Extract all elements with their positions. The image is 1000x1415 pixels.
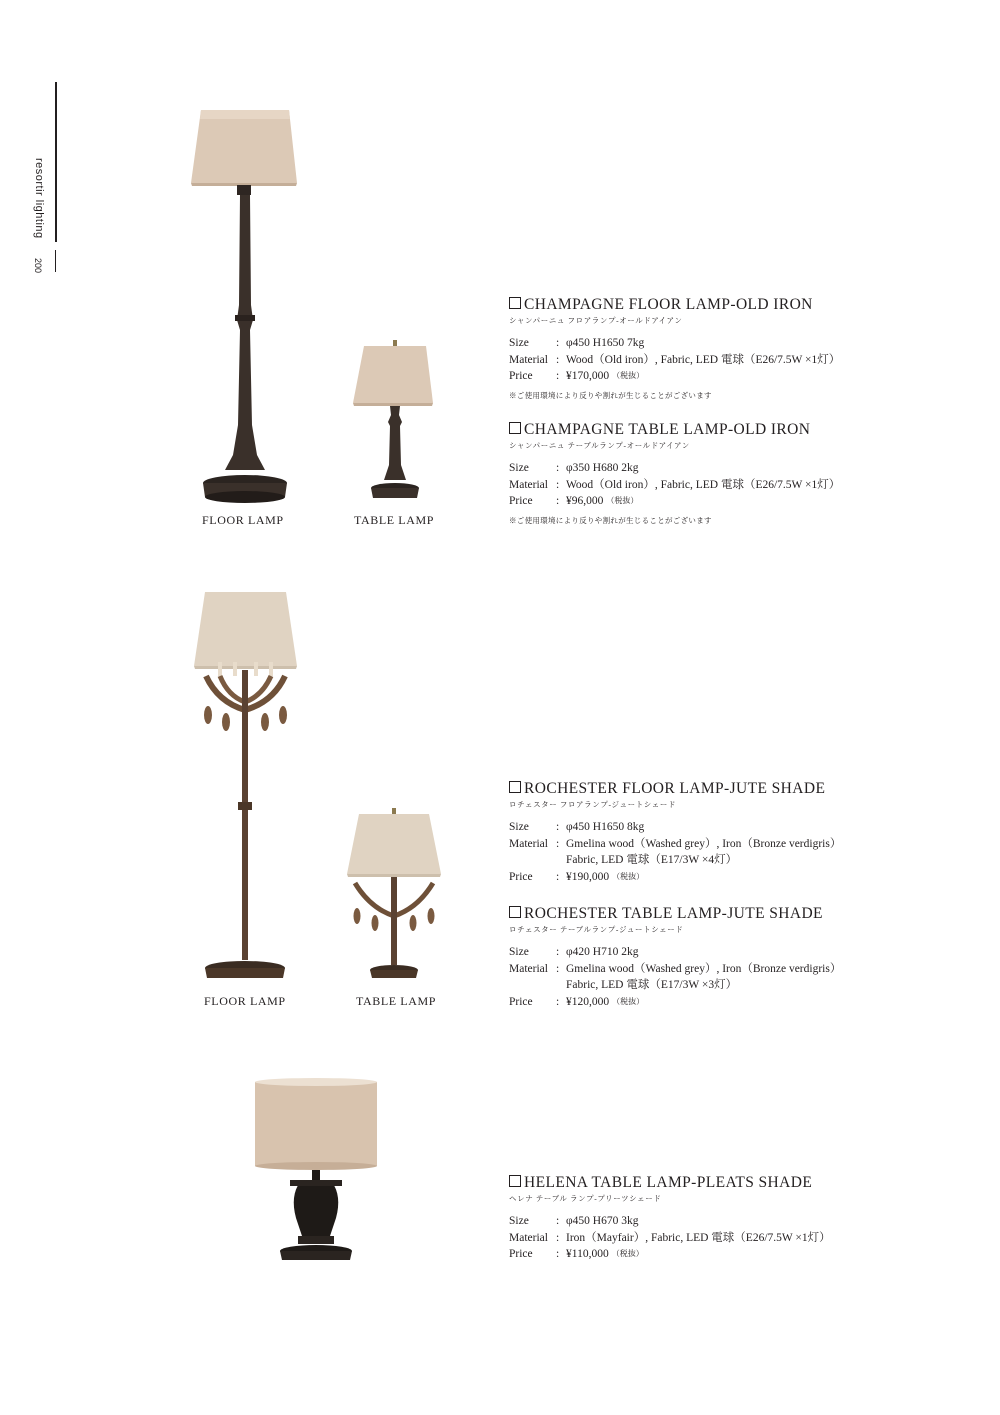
material-value: Wood（Old iron）, Fabric, LED 電球（E26/7.5W ×1灯） — [566, 353, 841, 366]
helena-table-lamp-image — [250, 1078, 382, 1266]
checkbox-square-icon — [509, 906, 521, 918]
product-kana: ロチェスター フロアランプ-ジュートシェード — [509, 800, 677, 809]
price-value: ¥120,000 — [566, 995, 610, 1008]
product-kana: ロチェスター テーブルランプ-ジュートシェード — [509, 925, 684, 934]
product-title: HELENA TABLE LAMP-PLEATS SHADE — [509, 1173, 979, 1193]
size-value: φ450 H670 3kg — [566, 1215, 639, 1227]
material-value: Iron（Mayfair）, Fabric, LED 電球（E26/7.5W ×1灯） — [566, 1231, 831, 1244]
product-specs: Size : φ450 H1650 8kg Material : Gmelina wood（Washed grey）, Iron（Bronze verdigris） Fabric, LED 電球（E17/3W ×4灯） Price : ¥190,000 （税抜） — [509, 819, 979, 885]
checkbox-square-icon — [509, 781, 521, 793]
product-helena-table — [509, 1173, 979, 1263]
rochester-floor-lamp-image — [188, 590, 303, 985]
checkbox-square-icon — [509, 1175, 521, 1187]
material-value: Gmelina wood（Washed grey）, Iron（Bronze verdigris） — [566, 837, 842, 850]
product-note: ※ご使用環境により反りや割れが生じることがございます — [509, 515, 712, 525]
product-specs: Size : φ420 H710 2kg Material : Gmelina wood（Washed grey）, Iron（Bronze verdigris） Fabric, LED 電球（E17/3W ×3灯） Price : ¥120,000 （税抜） — [509, 944, 979, 1010]
product-champagne-table — [509, 420, 979, 526]
size-value: φ420 H710 2kg — [566, 946, 639, 958]
product-specs: Size : φ350 H680 2kg Material : Wood（Old iron）, Fabric, LED 電球（E26/7.5W ×1灯） Price : ¥96,000 （税抜） — [509, 460, 979, 510]
price-value: ¥190,000 — [566, 870, 610, 883]
page-number: 200 — [33, 258, 43, 274]
product-note: ※ご使用環境により反りや割れが生じることがございます — [509, 390, 712, 400]
sidebar-label: resortir lighting — [33, 158, 45, 239]
product-specs: Size : φ450 H670 3kg Material : Iron（Mayfair）, Fabric, LED 電球（E26/7.5W ×1灯） Price : ¥110,000 （税抜） — [509, 1213, 979, 1263]
material-value-continued: Fabric, LED 電球（E17/3W ×4灯） — [566, 854, 738, 866]
checkbox-square-icon — [509, 297, 521, 309]
champagne-table-lamp-image — [350, 340, 440, 505]
rochester-table-lamp-image — [345, 808, 445, 980]
product-title: ROCHESTER FLOOR LAMP-JUTE SHADE — [509, 779, 979, 799]
product-title: CHAMPAGNE FLOOR LAMP-OLD IRON — [509, 295, 979, 315]
caption-champagne-table: TABLE LAMP — [354, 513, 435, 527]
product-champagne-floor — [509, 295, 979, 401]
size-value: φ350 H680 2kg — [566, 462, 639, 474]
size-value: φ450 H1650 7kg — [566, 337, 645, 349]
product-kana: シャンパーニュ フロアランプ-オールドアイアン — [509, 316, 683, 325]
material-value: Wood（Old iron）, Fabric, LED 電球（E26/7.5W ×1灯） — [566, 478, 841, 491]
sidebar-rule-short — [55, 250, 56, 272]
size-value: φ450 H1650 8kg — [566, 821, 645, 833]
product-title: ROCHESTER TABLE LAMP-JUTE SHADE — [509, 904, 979, 924]
champagne-floor-lamp-image — [185, 105, 305, 505]
sidebar-rule — [55, 82, 57, 242]
product-title: CHAMPAGNE TABLE LAMP-OLD IRON — [509, 420, 979, 440]
product-kana: シャンパーニュ テーブルランプ-オールドアイアン — [509, 441, 690, 450]
caption-champagne-floor: FLOOR LAMP — [202, 513, 284, 527]
material-value: Gmelina wood（Washed grey）, Iron（Bronze verdigris） — [566, 962, 842, 975]
caption-rochester-table: TABLE LAMP — [356, 994, 437, 1008]
caption-rochester-floor: FLOOR LAMP — [204, 994, 286, 1008]
product-rochester-floor — [509, 779, 979, 885]
material-value-continued: Fabric, LED 電球（E17/3W ×3灯） — [566, 979, 738, 991]
product-specs: Size : φ450 H1650 7kg Material : Wood（Old iron）, Fabric, LED 電球（E26/7.5W ×1灯） Price : ¥170,000 （税抜） — [509, 335, 979, 385]
product-kana: ヘレナ テーブル ランプ-プリーツシェード — [509, 1194, 662, 1203]
product-rochester-table — [509, 904, 979, 1010]
price-value: ¥110,000 — [566, 1248, 609, 1260]
checkbox-square-icon — [509, 422, 521, 434]
price-value: ¥170,000 — [566, 370, 610, 382]
price-value: ¥96,000 — [566, 495, 604, 507]
